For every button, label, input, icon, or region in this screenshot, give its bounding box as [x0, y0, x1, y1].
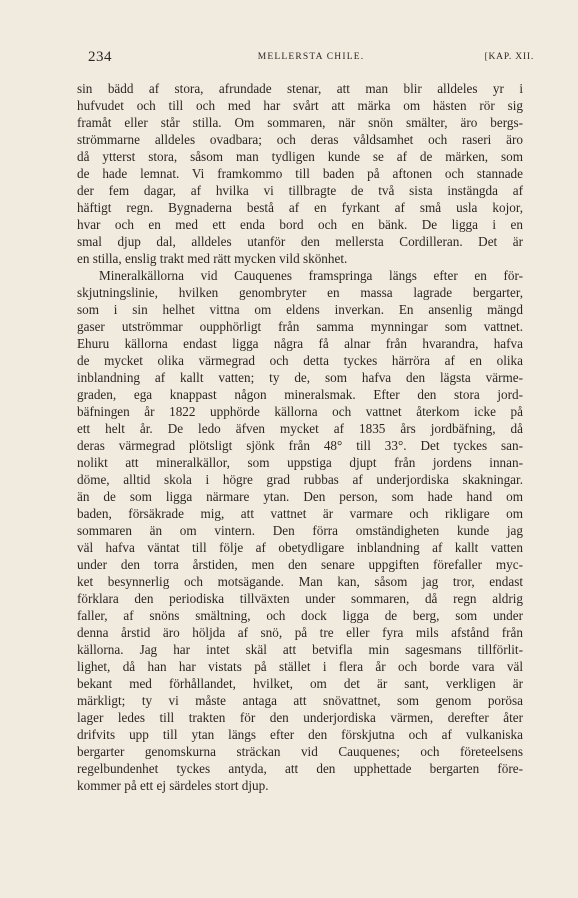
text-line: en stilla, enslig trakt med rätt mycken vild skönhet.	[77, 251, 348, 266]
page-number: 234	[88, 49, 112, 65]
text-line: de mycket olika värmegrad och detta tyckes härröra af en olika	[77, 353, 523, 368]
running-title: MELLERSTA CHILE.	[257, 52, 365, 62]
body-text	[77, 80, 523, 794]
text-line: denna årstid äro höljda af snö, på tre eller fyra mils afstånd från	[77, 625, 523, 640]
text-line: ket besynnerlig och motsägande. Man kan, såsom jag tror, endast	[77, 574, 523, 589]
text-line: drifvits upp till ytan längs efter den förskjutna och af vulkaniska	[77, 727, 523, 742]
text-line: graden, ega knappast någon mineralsmak. Efter den stora jord-	[77, 387, 523, 402]
text-line: deras värmegrad plötsligt sjönk från 48° till 33°. Det tyckes san-	[77, 438, 523, 453]
text-line: förklara den periodiska tillväxten under sommaren, då regn aldrig	[77, 591, 523, 606]
text-line: under den torra årstiden, men den senare uppgiften förefaller myc-	[77, 557, 523, 572]
paragraph-2	[77, 267, 523, 794]
paragraph-1	[77, 80, 523, 267]
text-line: häftigt regn. Bygnaderna bestå af en fyrkant af små usla kojor,	[77, 200, 523, 215]
text-line: strömmarne alldeles ovadbara; och deras våldsamhet och raseri äro	[77, 132, 523, 147]
text-line: bergarter genomskurna sträckan vid Cauquenes; och företeelsens	[77, 744, 523, 759]
text-line: regelbundenhet tyckes antyda, att den upphettade bergarten före-	[77, 761, 523, 776]
text-line: hvar och en med ett enda bord och en bänk. De ligga i en	[77, 217, 523, 232]
text-line: än de som ligga närmare ytan. Den person, som hade hand om	[77, 489, 523, 504]
text-line: baden, försäkrade mig, att vattnet är varmare och rikligare om	[77, 506, 523, 521]
text-line: döme, alltid skola i högre grad rubbas af underjordiska skakningar.	[77, 472, 523, 487]
text-line: märkligt; ty vi måste antaga att snövattnet, som genom porösa	[77, 693, 523, 708]
text-line: framåt eller står stilla. Om sommaren, när snön smälter, äro bergs-	[77, 115, 523, 130]
text-line: som i sin helhet vittna om eldens inverkan. En ansenlig mängd	[77, 302, 523, 317]
text-line: väl hafva väntat till följe af obetydligare inblandning af kallt vatten	[77, 540, 523, 555]
text-line: smal djup dal, alldeles utanför den mellersta Cordilleran. Det är	[77, 234, 523, 249]
chapter-label: [KAP. XII.	[484, 52, 534, 62]
text-line: ett helt år. De ledo äfven mycket af 1835 års jordbäfning, då	[77, 421, 523, 436]
text-line: bäfningen år 1822 upphörde källorna och vattnet återkom icke på	[77, 404, 523, 419]
text-line: skjutningslinie, hvilken genombryter en massa lagrade bergarter,	[77, 285, 523, 300]
text-line: gaser utströmmar oupphörligt från samma mynningar som vattnet.	[77, 319, 523, 334]
text-line: de hade lemnat. Vi framkommo till baden på aftonen och stannade	[77, 166, 523, 181]
text-line: hufvudet och till och med har svårt att märka om hästen rör sig	[77, 98, 523, 113]
text-line: faller, af snöns smältning, och dock ligga de berg, som under	[77, 608, 523, 623]
text-line: sin bädd af stora, afrundade stenar, att man blir alldeles yr i	[77, 81, 523, 96]
text-line: inblandning af kallt vatten; ty de, som hafva den lägsta värme-	[77, 370, 523, 385]
running-head	[88, 49, 534, 67]
text-line: lager ledes till trakten för den underjordiska värmen, derefter åter	[77, 710, 523, 725]
text-line: der fem dagar, af hvilka vi tillbragte de två sista instängda af	[77, 183, 523, 198]
text-line: då ytterst stora, såsom man tydligen kunde se af de märken, som	[77, 149, 523, 164]
text-line: kommer på ett ej särdeles stort djup.	[77, 778, 269, 793]
text-line: nolikt att mineralkällor, som uppstiga djupt från jordens innan-	[77, 455, 523, 470]
text-line: bekant med förhållandet, hvilket, om det är sant, verkligen är	[77, 676, 523, 691]
text-line: Ehuru källorna endast ligga några få alnar från hvarandra, hafva	[77, 336, 523, 351]
text-line: lighet, då han har vistats på stället i flera år och borde vara väl	[77, 659, 523, 674]
text-line: källorna. Jag har intet skäl att betvifla min sagesmans tillförlit-	[77, 642, 523, 657]
text-line: Mineralkällorna vid Cauquenes framspringa längs efter en för-	[99, 268, 523, 283]
text-line: sommaren än om vintern. Den förra omständigheten kunde jag	[77, 523, 523, 538]
